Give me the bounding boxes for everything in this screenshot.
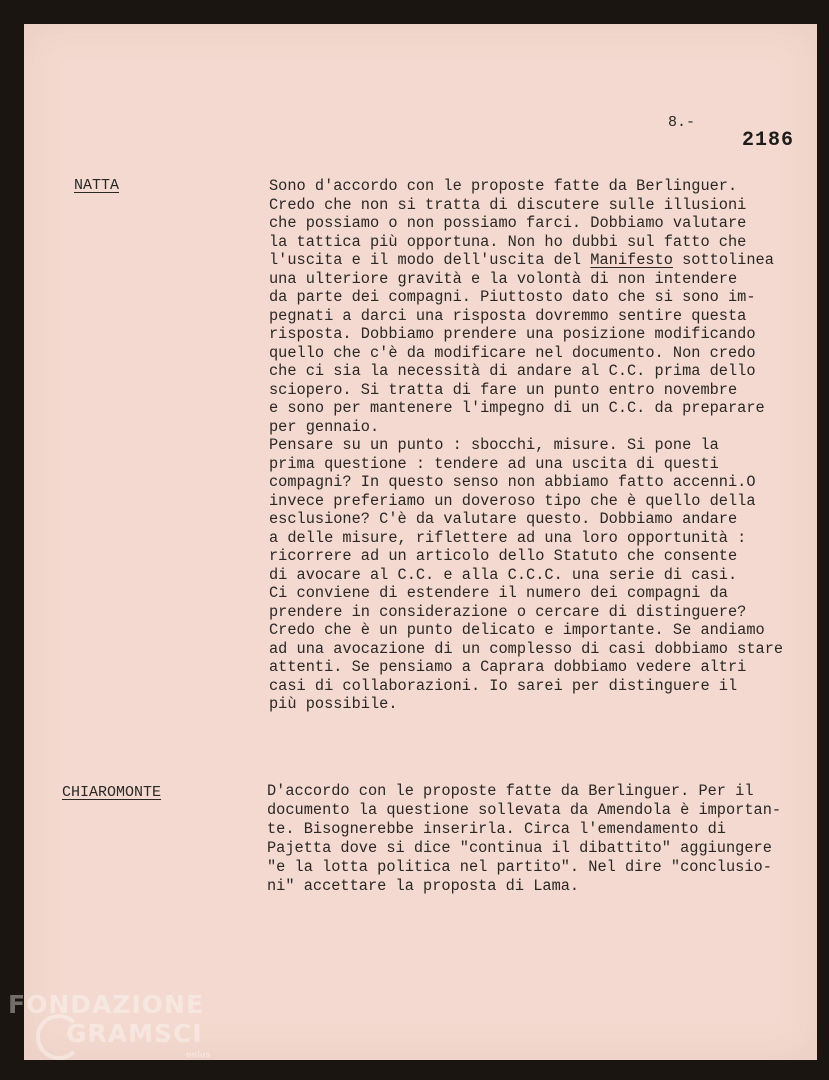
text-line: Credo che è un punto delicato e importante. Se andiamo <box>269 621 765 639</box>
text-line: pegnati a darci una risposta dovremmo sentire questa <box>269 306 747 325</box>
text-line: esclusione? C'è da valutare questo. Dobbiamo andare <box>269 510 738 528</box>
text-fragment: l'uscita e il modo dell'uscita del <box>269 251 591 269</box>
text-line: ricorrere ad un articolo dello Statuto che consente <box>269 547 738 565</box>
page-number: 8.- <box>668 114 696 131</box>
text-line: invece preferiamo un doveroso tipo che è quello della <box>269 491 756 510</box>
text-line: che ci sia la necessità di andare al C.C. prima dello <box>269 362 756 380</box>
text-line <box>269 251 783 270</box>
text-line: te. Bisognerebbe inserirla. Circa l'emendamento di <box>267 820 726 838</box>
text-line: casi di collaborazioni. Io sarei per distinguere il <box>269 676 738 695</box>
text-fragment: sottolinea <box>672 251 774 269</box>
text-line: quello che c'è da modificare nel documento. Non credo <box>269 343 756 362</box>
watermark-line1: FONDAZIONE <box>8 990 205 1019</box>
text-line: la tattica più opportuna. Non ho dubbi sul fatto che <box>269 232 747 251</box>
text-line: una ulteriore gravità e la volontà di non intendere <box>269 269 738 288</box>
text-line: Ci conviene di estendere il numero dei compagni da <box>269 584 728 602</box>
text-line: da parte dei compagni. Piuttosto dato che si sono im- <box>269 288 756 306</box>
text-line: Pensare su un punto : sbocchi, misure. Si pone la <box>269 436 719 454</box>
text-line: più possibile. <box>269 695 398 713</box>
speaker-natta: NATTA <box>74 177 120 194</box>
underlined-title: Manifesto <box>590 251 673 269</box>
text-line: e sono per mantenere l'impegno di un C.C. da preparare <box>269 399 765 417</box>
text-line: Credo che non si tratta di discutere sulle illusioni <box>269 195 747 214</box>
text-line: compagni? In questo senso non abbiamo fatto accenni.O <box>269 473 756 491</box>
watermark-line2: GRAMSCI <box>66 1019 203 1048</box>
text-line: documento la questione sollevata da Amendola è importan- <box>267 801 782 819</box>
text-line: di avocare al C.C. e alla C.C.C. una serie di casi. <box>269 565 738 584</box>
text-line: per gennaio. <box>269 417 380 436</box>
text-line: a delle misure, riflettere ad una loro opportunità : <box>269 528 747 547</box>
text-line: Pajetta dove si dice "continua il dibattito" aggiungere <box>267 839 772 857</box>
text-line: Sono d'accordo con le proposte fatte da Berlinguer. <box>269 177 738 195</box>
text-line: ni" accettare la proposta di Lama. <box>267 877 580 895</box>
watermark-line3: onlus <box>186 1050 211 1059</box>
document-number: 2186 <box>742 129 795 152</box>
text-line: prendere in considerazione o cercare di distinguere? <box>269 602 747 621</box>
text-line: risposta. Dobbiamo prendere una posizione modificando <box>269 325 756 343</box>
text-line: ad una avocazione di un complesso di casi dobbiamo stare <box>269 639 784 658</box>
speaker-chiaromonte: CHIAROMONTE <box>62 784 162 801</box>
text-line: prima questione : tendere ad una uscita di questi <box>269 454 719 473</box>
chiaromonte-paragraph <box>267 782 781 896</box>
text-line: che possiamo o non possiamo farci. Dobbiamo valutare <box>269 214 747 232</box>
text-line: D'accordo con le proposte fatte da Berlinguer. Per il <box>267 782 754 800</box>
fondazione-gramsci-watermark <box>8 990 211 1059</box>
text-line: attenti. Se pensiamo a Caprara dobbiamo vedere altri <box>269 658 747 676</box>
natta-paragraph <box>269 177 783 714</box>
text-line: sciopero. Si tratta di fare un punto entro novembre <box>269 380 738 399</box>
gramsci-logo-icon <box>36 1014 82 1060</box>
text-line: "e la lotta politica nel partito". Nel dire "conclusio- <box>267 858 772 876</box>
